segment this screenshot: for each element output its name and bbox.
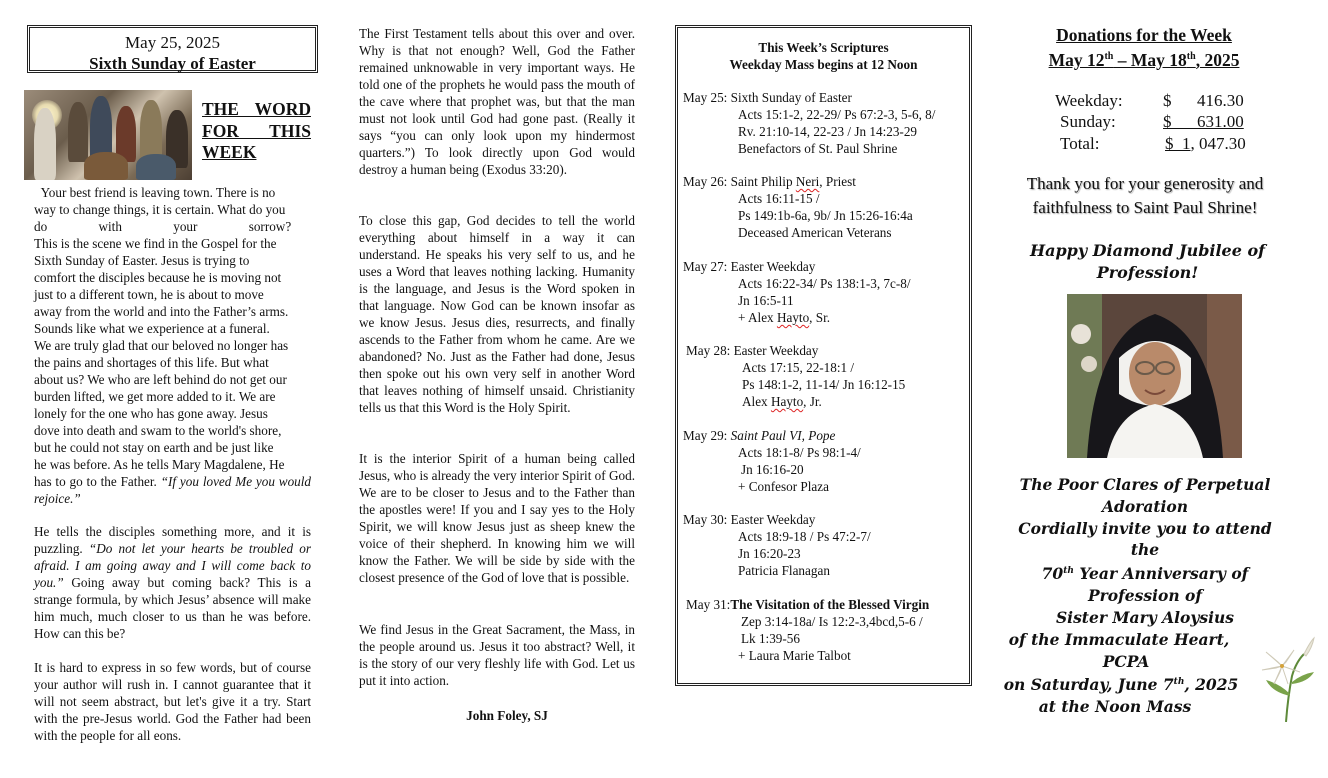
scripture-day-may31	[686, 596, 929, 664]
reflection-paragraph-5: To close this gap, God decides to tell the world everything about himself in a way it can understand. He speaks his very self to us, and he uses a Word that leaves nothing lacking. Humanity is the language, and Jesus is the Word spoken in that language. Now God can be known insofar as we know Jesus. Jesus dies, resurrects, and finally ascends to the Father from whom he came. Are we abandoned? No. Just as the Father had done, Jesus then spoke out his own very self in another Word that leaves nothing of himself unsaid. Christianity tells us that this Word is the Holy Spirit.	[359, 213, 635, 415]
para1-line: Sixth Sunday of Easter. Jesus is trying to	[34, 253, 250, 268]
day-reading: Rv. 21:10-14, 22-23 / Jn 14:23-29	[738, 124, 918, 139]
para1-quote: “If you loved Me you would rejoice.”	[34, 474, 312, 506]
author-signature: John Foley, SJ	[466, 708, 548, 723]
day-intention: Alex Hayto, Jr.	[742, 394, 822, 409]
jubilee-heading: Happy Diamond Jubilee of Profession!	[1029, 241, 1266, 282]
para1-line: lonely for the one who has gone away. Jesus	[34, 406, 268, 421]
para1-line: dove into death and swam to the world's shore,	[34, 423, 282, 438]
para1-line: the pains and shortages of this life. But what	[34, 355, 269, 370]
invite-line: Sister Mary Aloysius	[1055, 607, 1235, 627]
invite-line: on Saturday, June 7th, 2025	[1003, 675, 1239, 695]
day-heading: May 26: Saint Philip Neri, Priest	[683, 174, 856, 189]
day-reading: Acts 16:11-15 /	[738, 191, 820, 206]
day-reading: Jn 16:5-11	[738, 293, 794, 308]
bulletin-sunday: Sixth Sunday of Easter	[89, 54, 256, 73]
reflection-paragraph-6: It is the interior Spirit of a human being called Jesus, who is already the very interior Spirit of God. We are to be closer to Jesus and to the Father than the apostles were! If you and I say yes to the Holy Spirit, we will know Jesus just as sheep knew the voice of their shepherd. In knowing him we will know the Father. We will be side by side with the closest presence of the God of love that is possible.	[359, 451, 635, 585]
invite-line: 70th Year Anniversary of	[1041, 564, 1249, 584]
invite-line: Adoration	[1101, 496, 1189, 516]
para2-start: He tells the disciples something more, and it is puzzling.	[34, 524, 311, 556]
para1-line: burden lifted, we get more added to it. We are	[34, 389, 276, 404]
donations-heading	[1024, 24, 1264, 71]
scriptures-subtitle: Weekday Mass begins at 12 Noon	[729, 57, 918, 72]
invite-line: the	[1130, 540, 1160, 560]
reflection-paragraph-7: We find Jesus in the Great Sacrament, the Mass, in the people around us. Jesus it too abstract? Well, it is the story of our very fleshly life with God. Let us put it into action.	[359, 622, 635, 688]
anniversary-invitation	[1000, 474, 1290, 718]
para2-end: Going away but coming back? This is a strange formula, by which Jesus’ absence will make him much, much closer to us than he was before. How can this be?	[34, 575, 312, 641]
day-heading: May 27: Easter Weekday	[683, 259, 816, 274]
sister-portrait-photo	[1067, 294, 1242, 458]
day-reading: Jn 16:20-23	[738, 546, 801, 561]
day-intention: + Laura Marie Talbot	[738, 648, 851, 663]
day-reading: Lk 1:39-56	[741, 631, 800, 646]
invite-line: Profession of	[1087, 586, 1203, 606]
day-reading: Acts 17:15, 22-18:1 /	[742, 360, 855, 375]
reflection-paragraph-2	[34, 523, 311, 642]
para1-line: has to go to the Father.	[34, 474, 157, 489]
day-reading: Acts 18:1-8/ Ps 98:1-4/	[738, 445, 861, 460]
lily-flower-icon	[1252, 636, 1320, 722]
day-reading: Jn 16:16-20	[741, 462, 804, 477]
date-box	[27, 25, 318, 73]
invite-line: PCPA	[1102, 651, 1150, 671]
thanks-message: Thank you for your generosity and faithfulness to Saint Paul Shrine!	[1026, 174, 1264, 217]
para1-line: he was before. As he tells Mary Magdalene, He	[34, 457, 285, 472]
reflection-paragraph-4: The First Testament tells about this over and over. Why is that not enough? Well, God the Father remained unknowable in very important ways. He told one of the prophets he would pass the mouth of the cave where that prophet was, but that the man must not look until God had gone past. (Really it says “you can only look upon my hindermost quarters.”) To look directly upon God would destroy a human being (Exodus 33:20).	[359, 26, 635, 177]
scripture-day-may28	[686, 342, 905, 410]
day-reading: Acts 18:9-18 / Ps 47:2-7/	[738, 529, 871, 544]
gospel-scene-image	[24, 90, 192, 180]
reflection-paragraph-3: It is hard to express in so few words, but of course your author will rush in. I cannot guarantee that it will not seem abstract, but let's give it a try. Start with the pre-Jesus world. God the Father had been with the people for all eons.	[34, 660, 311, 743]
day-intention: Deceased American Veterans	[738, 225, 892, 240]
para2-quote: “Do not let your hearts be troubled or afraid. I am going away and I will come back to you.”	[34, 541, 312, 590]
day-heading: May 25: Sixth Sunday of Easter	[683, 90, 852, 105]
day-reading: Zep 3:14-18a/ Is 12:2-3,4bcd,5-6 /	[741, 614, 923, 629]
donations-title: Donations for the Week	[1056, 25, 1232, 45]
para1-line: just to a different town, he is about to move	[34, 287, 264, 302]
para1-line: This is the scene we find in the Gospel for the	[34, 236, 277, 251]
day-heading: May 28: Easter Weekday	[686, 343, 819, 358]
total-amount: $ 1, 047.30	[1165, 134, 1246, 153]
invite-line: at the Noon Mass	[1038, 697, 1192, 717]
sunday-label: Sunday:	[1060, 112, 1116, 131]
para1-line: comfort the disciples because he is moving not	[34, 270, 282, 285]
donations-range: May 12th – May 18th, 2025	[1048, 49, 1240, 70]
day-intention: Patricia Flanagan	[738, 563, 830, 578]
para1-line: way to change things, it is certain. What do you	[34, 202, 286, 217]
para1-line: but he could not stay on earth and be just like	[34, 440, 274, 455]
para1-line: away from the world and into the Father’s arms.	[34, 304, 289, 319]
scripture-day-may29	[683, 427, 861, 495]
para1-line: Sounds like what we experience at a funeral.	[34, 321, 270, 336]
reflection-paragraph-1	[34, 184, 311, 507]
day-reading: Acts 16:22-34/ Ps 138:1-3, 7c-8/	[738, 276, 911, 291]
day-intention: + Alex Hayto, Sr.	[738, 310, 831, 325]
invite-line: The Poor Clares of Perpetual	[1019, 475, 1271, 494]
para1-line: do with your sorrow?	[34, 219, 292, 234]
day-reading: Ps 148:1-2, 11-14/ Jn 16:12-15	[742, 377, 906, 392]
weekday-label: Weekday:	[1055, 91, 1123, 110]
total-label: Total:	[1060, 134, 1100, 153]
day-reading: Acts 15:1-2, 22-29/ Ps 67:2-3, 5-6, 8/	[738, 107, 936, 122]
scripture-day-may30	[683, 511, 871, 579]
day-heading: May 30: Easter Weekday	[683, 512, 816, 527]
invite-line: Cordially invite you to attend	[1018, 518, 1272, 538]
para1-line: Your best friend is leaving town. There is no	[34, 185, 276, 200]
scripture-day-may27	[683, 258, 911, 326]
day-intention: Benefactors of St. Paul Shrine	[738, 141, 898, 156]
scriptures-header	[675, 39, 972, 73]
scripture-day-may26	[683, 173, 913, 241]
day-heading: May 29: Saint Paul VI, Pope	[683, 428, 836, 443]
invite-line: of the Immaculate Heart,	[1008, 629, 1230, 649]
sunday-amount: $ 631.00	[1163, 112, 1244, 131]
day-heading: May 31:The Visitation of the Blessed Virgin	[686, 597, 930, 612]
para1-line: We are truly glad that our beloved no longer has	[34, 338, 289, 353]
para1-line: about us? We who are left behind do not get our	[34, 372, 287, 387]
day-intention: + Confesor Plaza	[738, 479, 829, 494]
scriptures-title: This Week’s Scriptures	[758, 40, 889, 55]
word-heading: THE WORD FOR THIS WEEK	[202, 99, 311, 162]
day-reading: Ps 149:1b-6a, 9b/ Jn 15:26-16:4a	[738, 208, 913, 223]
bulletin-date: May 25, 2025	[125, 33, 220, 52]
scripture-day-may25	[683, 89, 935, 157]
weekday-amount: $ 416.30	[1163, 91, 1244, 110]
